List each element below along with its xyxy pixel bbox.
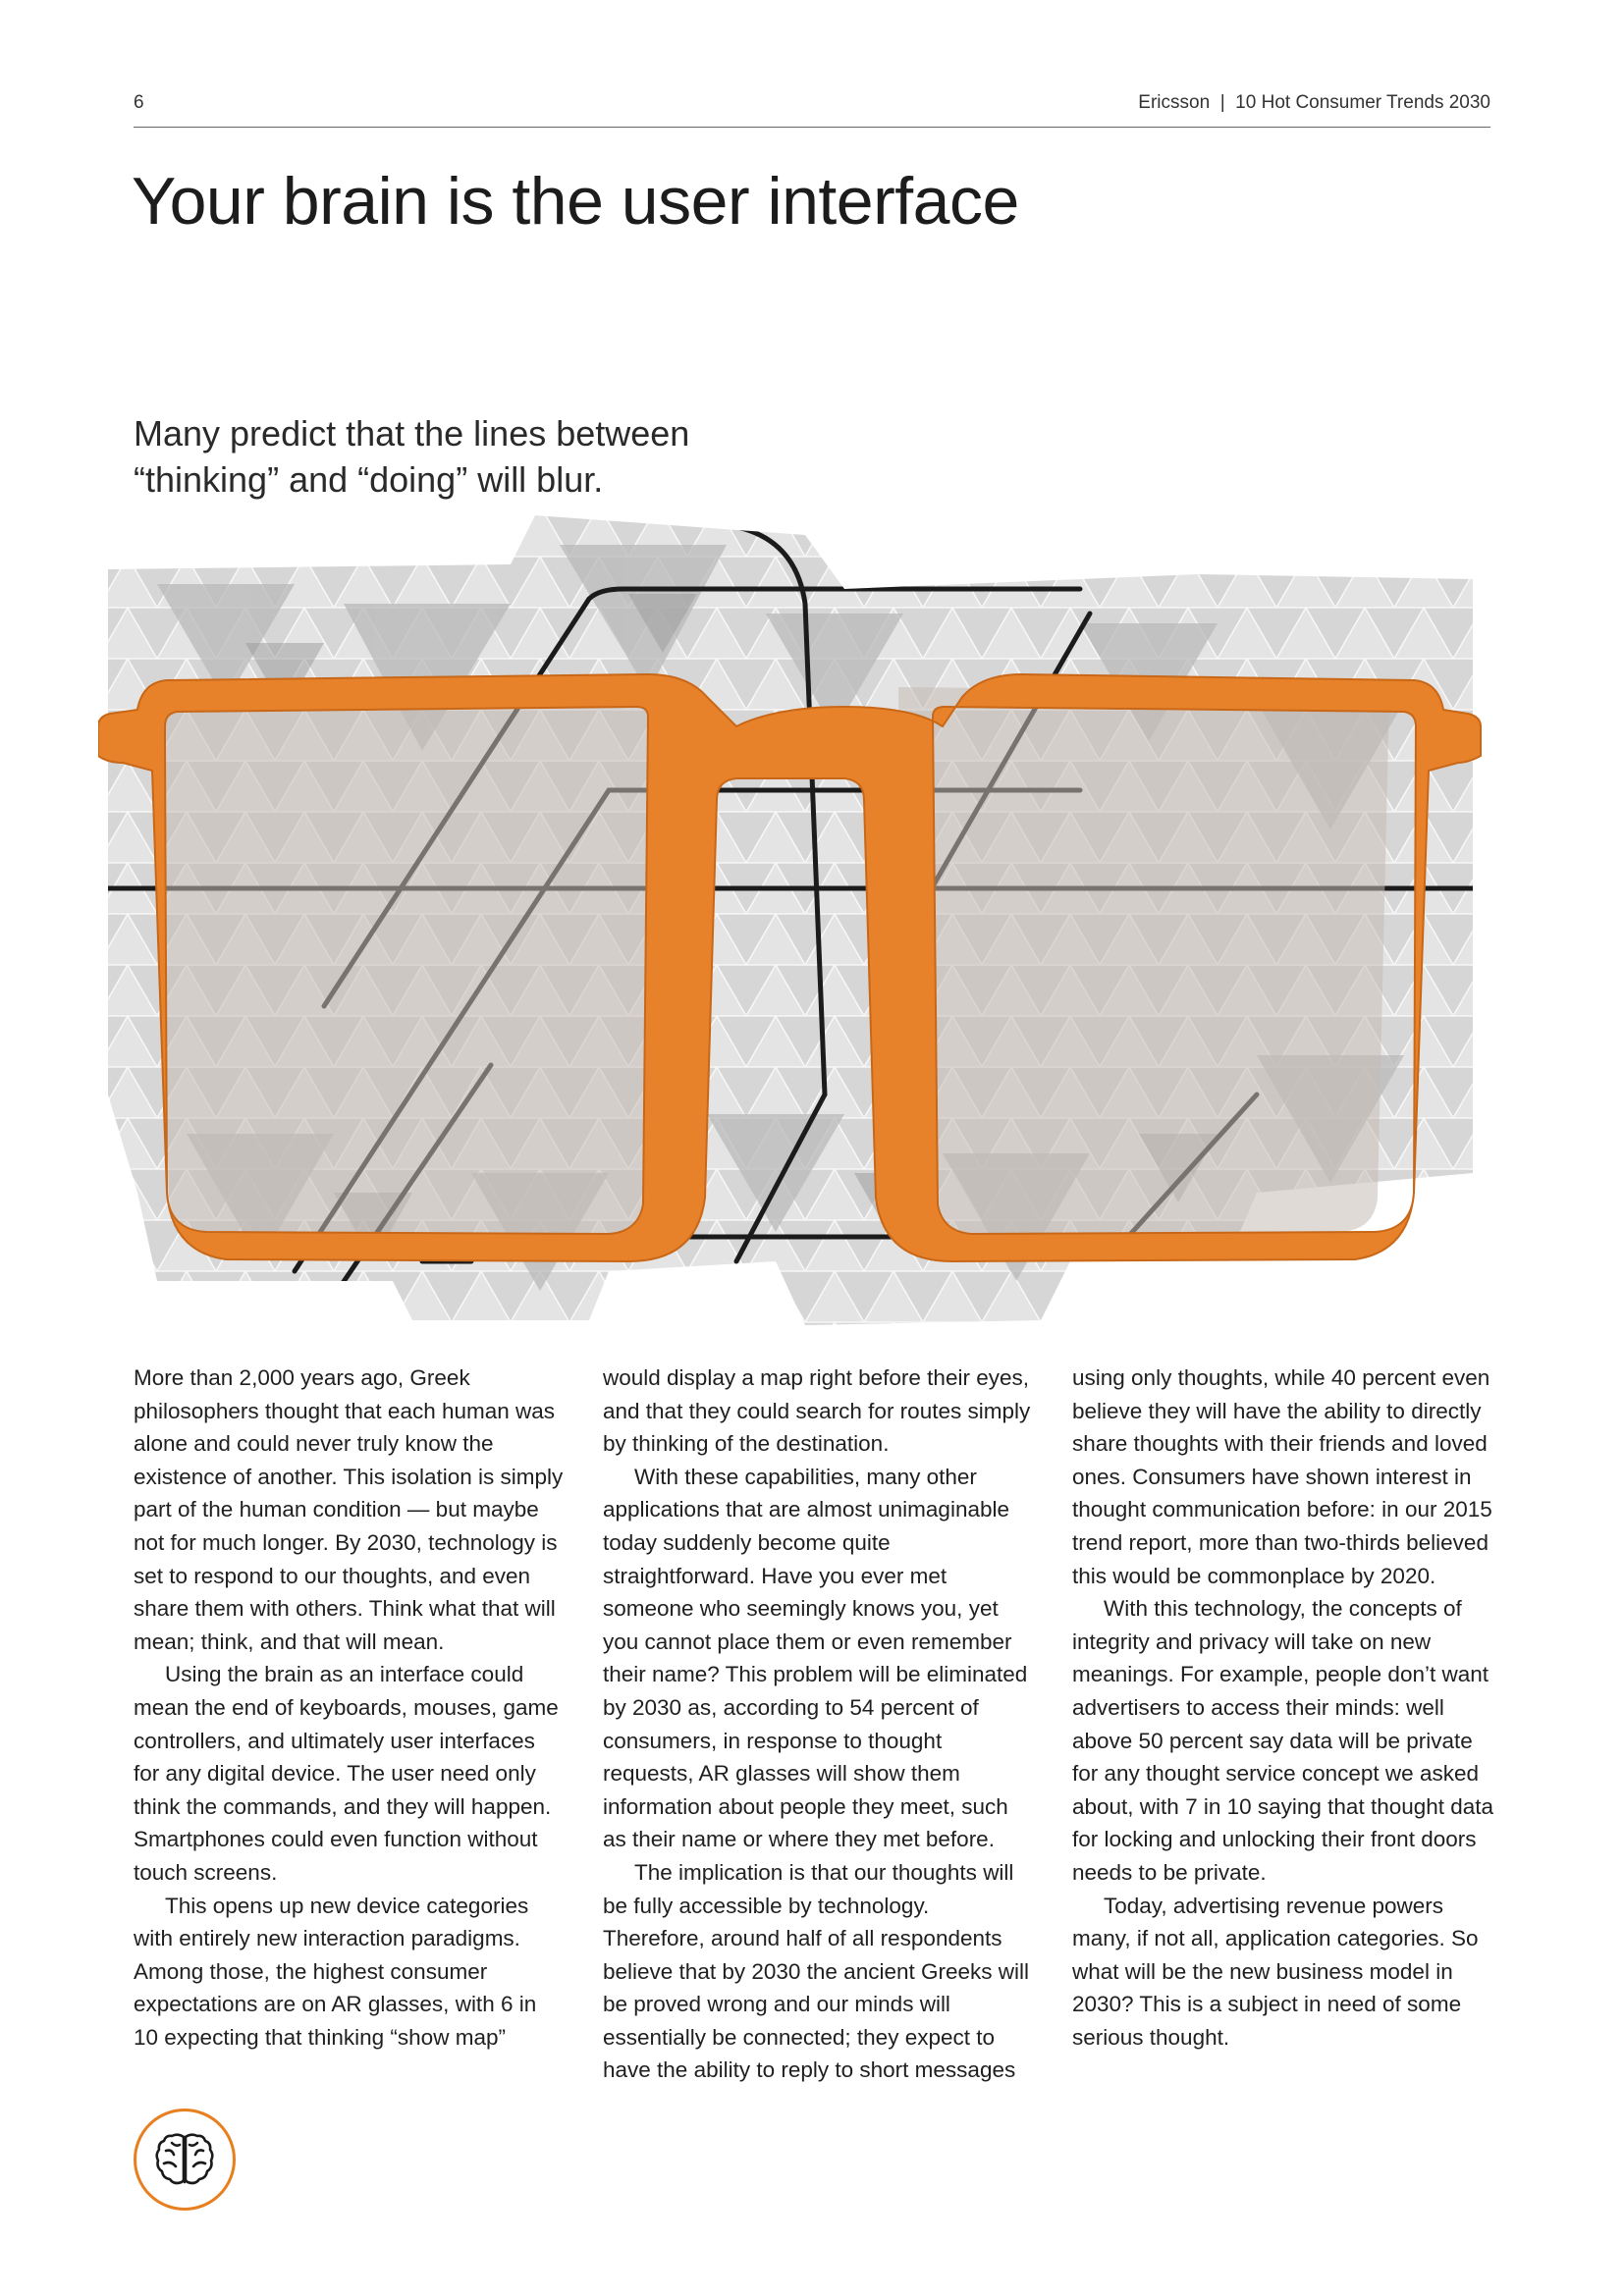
paragraph: The implication is that our thoughts will be fully accessible by technology. Therefore, around half of all respondents believe that by 2030 the ancient Greeks will be proved wrong and our minds will essentially be connected; they expect to have the ability to reply to short messages xyxy=(603,1859,1030,2083)
paragraph: More than 2,000 years ago, Greek philosophers thought that each human was alone and could never truly know the existence of another. This isolation is simply part of the human condition — but maybe not for much longer. By 2030, technology is set to respond to our thoughts, and even share them with others. Think what that will mean; think, and that will mean. xyxy=(134,1365,564,1654)
paragraph: With this technology, the concepts of integrity and privacy will take on new meanings. For example, people don’t want advertisers to access their minds: well above 50 percent say data will be private for any thought service concept we asked about, with 7 in 10 saying that thought data for locking and unlocking their front doors needs to be private. xyxy=(1072,1596,1494,1885)
body-column-3 xyxy=(1072,1362,1502,2087)
paragraph: This opens up new device categories with entirely new interaction paradigms. Among those, the highest consumer expectations are on AR glasses, with 6 in 10 expecting that thinking “show map” xyxy=(134,1893,537,2050)
header-divider xyxy=(134,127,1490,128)
paragraph: would display a map right before their eyes, and that they could search for routes simply by thinking of the destination. xyxy=(603,1365,1031,1457)
page-title: Your brain is the user interface xyxy=(132,164,1019,239)
paragraph: With these capabilities, many other applications that are almost unimaginable today suddenly become quite straightforward. Have you ever met someone who seemingly knows you, yet you cannot place them or even remember their name? This problem will be eliminated by 2030 as, according to 54 percent of consumers, in response to thought requests, AR glasses will show them information about people they meet, such as their name or where they met before. xyxy=(603,1464,1028,1852)
glasses-illustration xyxy=(98,506,1483,1325)
page-number: 6 xyxy=(134,92,144,113)
intro-line-1: Many predict that the lines between xyxy=(134,413,690,454)
brain-badge xyxy=(134,2109,236,2211)
body-text xyxy=(134,1362,1498,2087)
paragraph: Today, advertising revenue powers many, if not all, application categories. So what will be the new business model in 2030? This is a subject in need of some serious thought. xyxy=(1072,1893,1479,2050)
running-header: Ericsson | 10 Hot Consumer Trends 2030 xyxy=(1138,92,1490,113)
body-column-2 xyxy=(603,1362,1033,2087)
paragraph: Using the brain as an interface could mean the end of keyboards, mouses, game controllers, and ultimately user interfaces for any digital device. The user need only think the commands, and they will happen. Smartphones could even function without touch screens. xyxy=(134,1662,559,1885)
brain-icon xyxy=(154,2131,215,2188)
paragraph: using only thoughts, while 40 percent even believe they will have the ability to directly share thoughts with their friends and loved ones. Consumers have shown interest in thought communication before: in our 2015 trend report, more than two-thirds believed this would be commonplace by 2020. xyxy=(1072,1365,1492,1588)
intro-line-2: “thinking” and “doing” will blur. xyxy=(134,459,604,500)
body-column-1 xyxy=(134,1362,564,2087)
intro-lead xyxy=(134,410,762,503)
